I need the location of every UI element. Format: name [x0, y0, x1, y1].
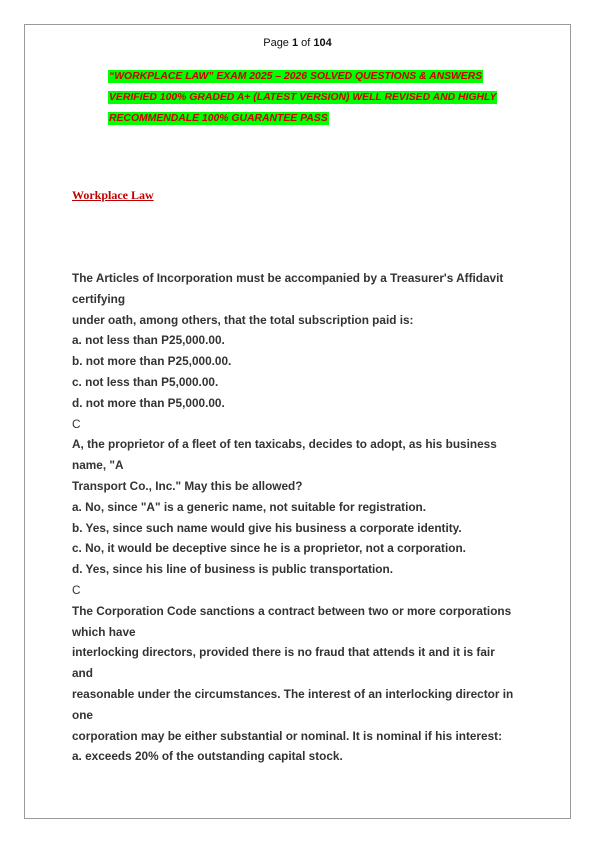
text-line: c. not less than P5,000.00. — [72, 374, 219, 389]
text-line: which have — [72, 624, 136, 639]
text-line: one — [72, 707, 93, 722]
title-line-1: “WORKPLACE LAW” EXAM 2025 – 2026 SOLVED QUESTIONS & ANSWERS — [109, 71, 483, 82]
text-line: The Corporation Code sanctions a contract between two or more corporations — [72, 603, 512, 618]
text-line: a. not less than P25,000.00. — [72, 333, 225, 348]
text-line: name, "A — [72, 458, 124, 473]
text-line: A, the proprietor of a fleet of ten taxicabs, decides to adopt, as his business — [72, 437, 497, 452]
text-line: a. exceeds 20% of the outstanding capital stock. — [72, 749, 343, 764]
text-line: b. not more than P25,000.00. — [72, 354, 232, 369]
text-line: b. Yes, since such name would give his business a corporate identity. — [72, 520, 462, 535]
page-sep: of — [298, 37, 314, 49]
page-indicator — [0, 37, 595, 49]
text-line: a. No, since "A" is a generic name, not suitable for registration. — [72, 499, 427, 514]
text-line: Transport Co., Inc." May this be allowed? — [72, 478, 303, 493]
title-line-3: RECOMMENDALE 100% GUARANTEE PASS — [109, 113, 328, 124]
answer-line: C — [72, 416, 81, 431]
text-line: and — [72, 666, 93, 681]
text-line: interlocking directors, provided there is no fraud that attends it and it is fair — [72, 645, 495, 660]
section-heading: Workplace Law — [72, 188, 154, 202]
question-text — [72, 268, 527, 767]
document-title — [108, 70, 528, 133]
text-line: The Articles of Incorporation must be accompanied by a Treasurer's Affidavit — [72, 271, 504, 285]
text-line: d. Yes, since his line of business is public transportation. — [72, 562, 393, 577]
text-line: corporation may be either substantial or nominal. It is nominal if his interest: — [72, 728, 503, 743]
page-current: 1 — [291, 37, 299, 49]
answer-line: C — [72, 582, 81, 597]
text-line: c. No, it would be deceptive since he is a proprietor, not a corporation. — [72, 541, 466, 556]
text-line: d. not more than P5,000.00. — [72, 395, 225, 410]
title-line-2: VERIFIED 100% GRADED A+ (LATEST VERSION) WELL REVISED AND HIGHLY — [109, 92, 497, 103]
page-total: 104 — [313, 37, 332, 49]
text-line: certifying — [72, 291, 126, 306]
page-prefix: Page — [263, 37, 292, 49]
text-line: reasonable under the circumstances. The interest of an interlocking director in — [72, 686, 514, 701]
text-line: under oath, among others, that the total subscription paid is: — [72, 312, 414, 327]
